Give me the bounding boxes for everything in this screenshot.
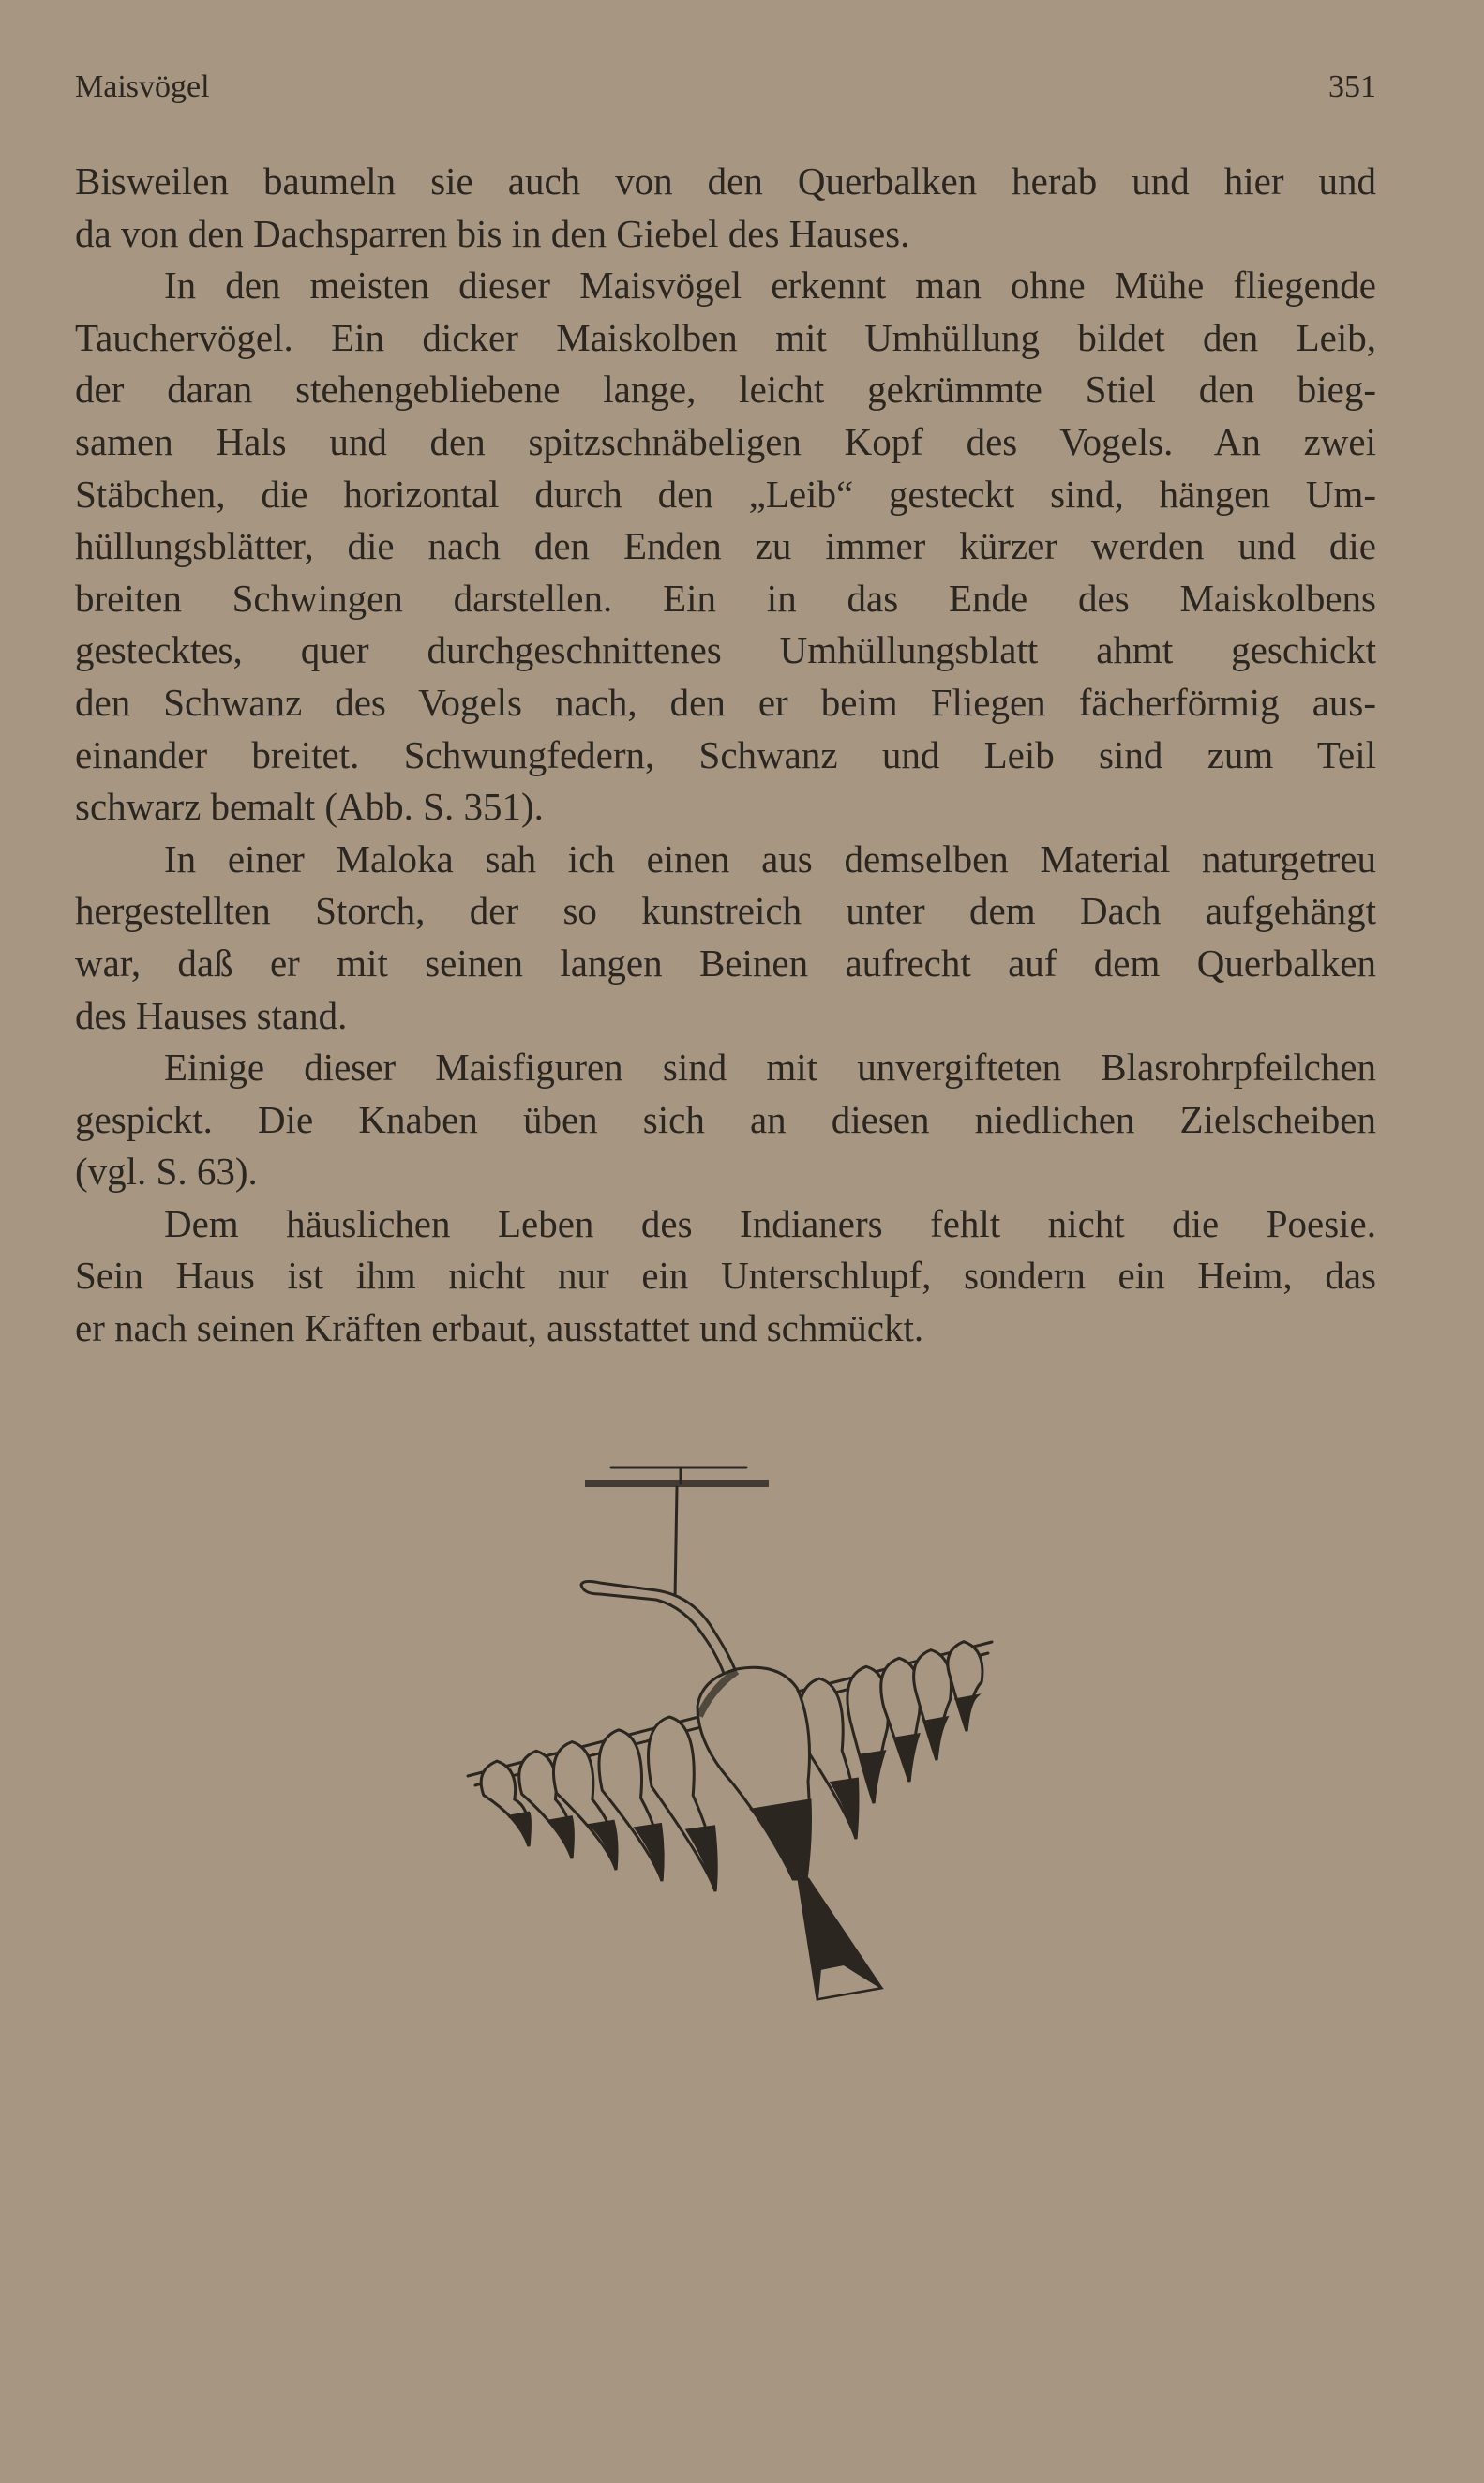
hanging-string — [675, 1487, 677, 1600]
feather-black-tip — [687, 1827, 716, 1891]
text-line: hüllungsblätter, die nach den Enden zu immer kürzer werden und die — [75, 524, 1376, 568]
running-title: Maisvögel — [75, 69, 210, 104]
page-number: 351 — [1328, 69, 1376, 104]
text-line: (vgl. S. 63). — [75, 1150, 258, 1194]
text-line: hergestellten Storch, der so kunstreich unter dem Dach aufgehängt — [75, 889, 1376, 933]
text-line: da von den Dachsparren bis in den Giebel des Hauses. — [75, 211, 910, 255]
text-line: Stäbchen, die horizontal durch den „Leib“ gesteckt sind, hängen Um- — [75, 472, 1376, 516]
text-line: In einer Maloka sah ich einen aus demselben Material naturgetreu — [164, 836, 1376, 880]
text-line: breiten Schwingen darstellen. Ein in das Ende des Maiskolbens — [75, 576, 1376, 620]
text-line: In den meisten dieser Maisvögel erkennt man ohne Mühe fliegende — [164, 263, 1376, 308]
text-line: des Hauses stand. — [75, 993, 348, 1037]
text-line: gestecktes, quer durchgeschnittenes Umhüllungsblatt ahmt geschickt — [75, 628, 1376, 672]
text-line: gespickt. Die Knaben üben sich an diesen niedlichen Zielscheiben — [75, 1097, 1376, 1141]
feather-black-tip — [895, 1735, 918, 1782]
text-line: samen Hals und den spitzschnäbeligen Kopf des Vogels. An zwei — [75, 419, 1376, 463]
text-line: der daran stehengebliebene lange, leicht gekrümmte Stiel den bieg- — [75, 368, 1376, 412]
neck — [581, 1581, 737, 1678]
text-line: schwarz bemalt (Abb. S. 351). — [75, 785, 544, 829]
text-line: einander breitet. Schwungfedern, Schwanz und Leib sind zum Teil — [75, 732, 1376, 776]
text-line: Sein Haus ist ihm nicht nur ein Unterschlupf, sondern ein Heim, das — [75, 1254, 1376, 1298]
text-line: Einige dieser Maisfiguren sind mit unvergifteten Blasrohrpfeilchen — [164, 1046, 1376, 1090]
text-line: Tauchervögel. Ein dicker Maiskolben mit Umhüllung bildet den Leib, — [75, 315, 1376, 359]
feather-black-tip — [925, 1718, 947, 1760]
text-line: Dem häuslichen Leben des Indianers fehlt nicht die Poesie. — [164, 1201, 1376, 1245]
text-line: Bisweilen baumeln sie auch von den Querbalken herab und hier und — [75, 159, 1376, 203]
text-line: er nach seinen Kräften erbaut, ausstattet und schmückt. — [75, 1306, 924, 1350]
feather-black-tip — [861, 1752, 884, 1803]
feather-black-tip — [832, 1779, 858, 1839]
text-line: war, daß er mit seinen langen Beinen aufrecht auf dem Querbalken — [75, 941, 1376, 985]
text-line: den Schwanz des Vogels nach, den er beim Fliegen fächerförmig aus- — [75, 680, 1376, 724]
